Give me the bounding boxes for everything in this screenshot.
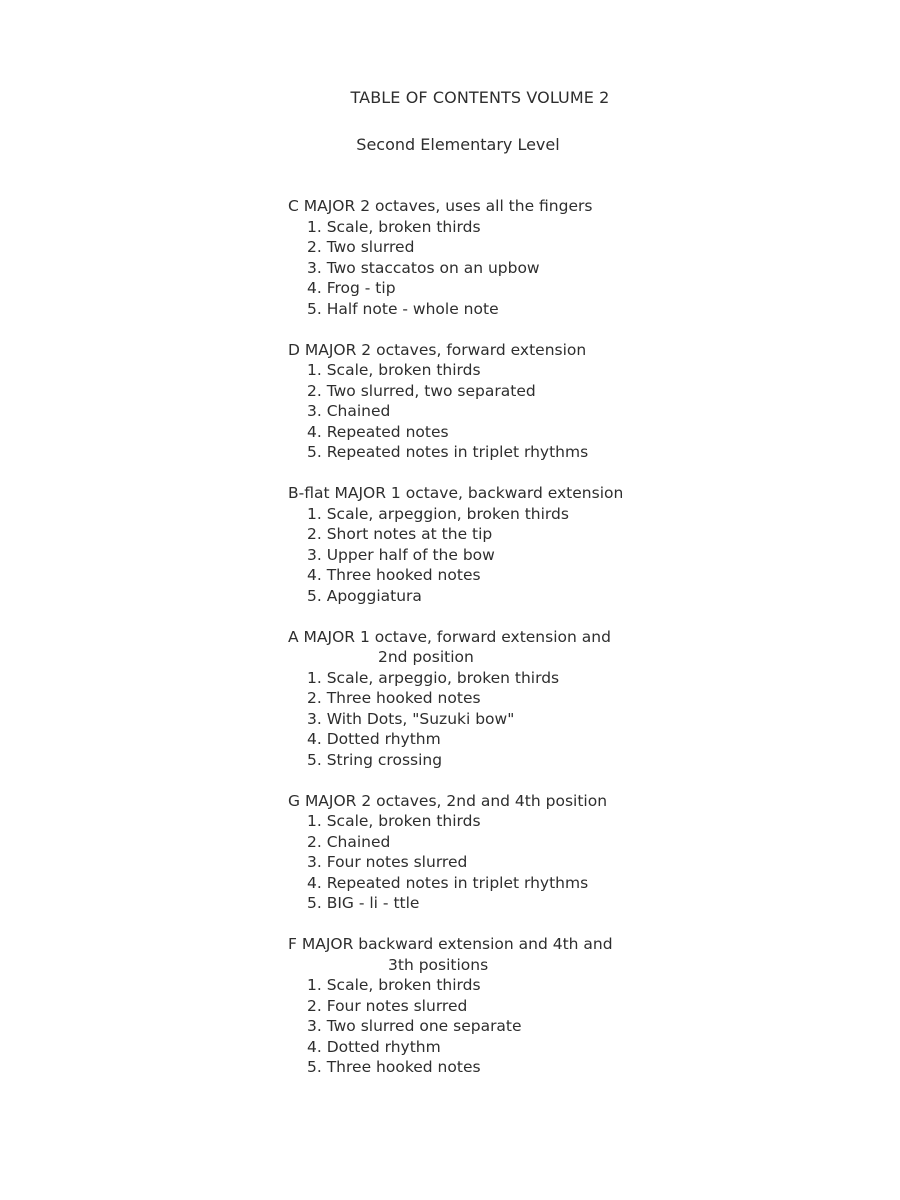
section-heading: B-flat MAJOR 1 octave, backward extension (288, 484, 624, 502)
section-d-major (288, 340, 708, 463)
list-item: 1. Scale, broken thirds (307, 217, 481, 236)
section-heading: A MAJOR 1 octave, forward extension and (288, 627, 611, 646)
list-item: 2. Four notes slurred (307, 996, 468, 1015)
list-item: 3. Two staccatos on an upbow (307, 258, 540, 277)
section-heading-continued: 3th positions (388, 955, 489, 974)
section-f-major (288, 934, 708, 1078)
list-item: 3. Chained (307, 402, 391, 420)
list-item: 3. Two slurred one separate (307, 1017, 522, 1035)
section-heading-continued: 2nd position (378, 648, 474, 666)
section-items (288, 811, 708, 914)
section-heading: D MAJOR 2 octaves, forward extension (288, 340, 587, 359)
list-item: 1. Scale, arpeggion, broken thirds (307, 504, 569, 523)
section-items (288, 504, 708, 607)
list-item: 2. Chained (307, 832, 391, 851)
section-c-major (288, 196, 708, 319)
list-item: 5. Repeated notes in triplet rhythms (307, 443, 589, 461)
list-item: 5. BIG - li - ttle (307, 894, 420, 912)
list-item: 1. Scale, arpeggio, broken thirds (307, 668, 560, 687)
section-a-major (288, 627, 708, 771)
section-items (288, 360, 708, 463)
list-item: 5. Apoggiatura (307, 586, 422, 605)
list-item: 5. Three hooked notes (307, 1058, 481, 1076)
list-item: 3. Upper half of the bow (307, 545, 495, 564)
section-items (288, 975, 708, 1078)
list-item: 4. Dotted rhythm (307, 1037, 441, 1056)
page-title: TABLE OF CONTENTS VOLUME 2 (350, 88, 610, 107)
list-item: 2. Short notes at the tip (307, 525, 493, 543)
section-items (288, 217, 708, 320)
list-item: 1. Scale, broken thirds (307, 976, 481, 994)
list-item: 5. Half note - whole note (307, 299, 499, 318)
section-items (288, 668, 708, 771)
list-item: 1. Scale, broken thirds (307, 812, 481, 830)
section-heading: F MAJOR backward extension and 4th and (288, 935, 613, 953)
list-item: 4. Repeated notes (307, 422, 449, 441)
list-item: 4. Frog - tip (307, 279, 396, 297)
list-item: 2. Three hooked notes (307, 689, 481, 707)
list-item: 4. Repeated notes in triplet rhythms (307, 873, 589, 892)
section-heading: C MAJOR 2 octaves, uses all the fingers (288, 197, 593, 215)
list-item: 3. With Dots, "Suzuki bow" (307, 709, 515, 728)
list-item: 4. Three hooked notes (307, 566, 481, 584)
list-item: 5. String crossing (307, 750, 443, 769)
list-item: 2. Two slurred, two separated (307, 381, 536, 400)
section-g-major (288, 791, 708, 914)
section-b-flat-major (288, 483, 708, 606)
page-subtitle: Second Elementary Level (356, 135, 560, 154)
list-item: 3. Four notes slurred (307, 853, 468, 871)
section-heading: G MAJOR 2 octaves, 2nd and 4th position (288, 791, 608, 810)
list-item: 4. Dotted rhythm (307, 730, 441, 748)
list-item: 1. Scale, broken thirds (307, 361, 481, 379)
contents-list (288, 196, 708, 1098)
list-item: 2. Two slurred (307, 238, 415, 256)
